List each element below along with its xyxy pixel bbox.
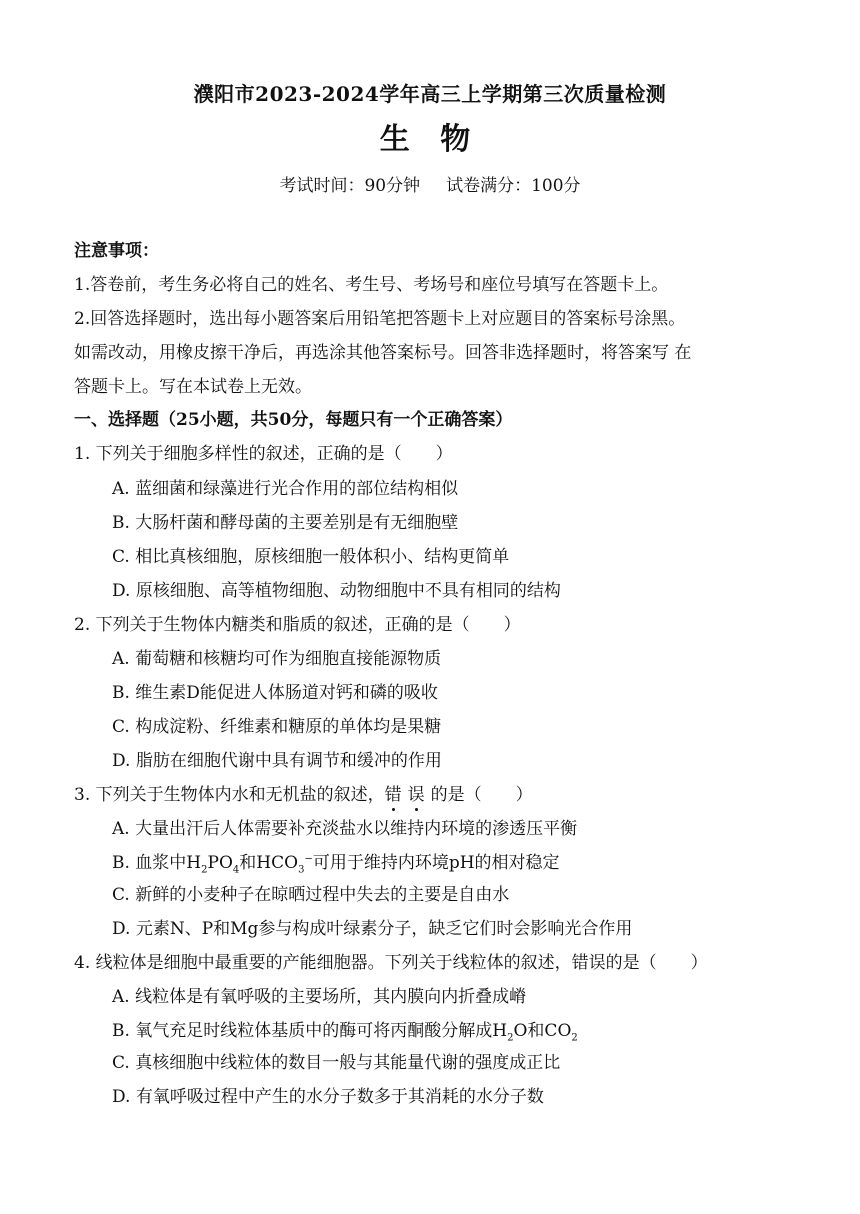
question-4-option-d: D. 有氧呼吸过程中产生的水分子数多于其消耗的水分子数: [112, 1087, 544, 1107]
question-3-option-b: [112, 848, 560, 875]
question-3-option-a: A. 大量出汗后人体需要补充淡盐水以维持内环境的渗透压平衡: [112, 819, 578, 839]
question-2-option-a: A. 葡萄糖和核糖均可作为细胞直接能源物质: [112, 649, 442, 669]
question-2-option-c: C. 构成淀粉、纤维素和糖原的单体均是果糖: [112, 717, 442, 737]
question-4-option-c: C. 真核细胞中线粒体的数目一般与其能量代谢的强度成正比: [112, 1053, 561, 1073]
notice-heading: 注意事项：: [74, 241, 159, 261]
section-heading: 一、选择题（25小题，共50分，每题只有一个正确答案）: [74, 410, 513, 430]
question-4-option-b: [112, 1016, 578, 1043]
q3b-sub-2: 4: [232, 864, 240, 876]
question-3-stem-post: 的是（ ）: [430, 785, 533, 805]
q3b-sup: −: [304, 853, 313, 865]
question-1-option-a: A. 蓝细菌和绿藻进行光合作用的部位结构相似: [112, 479, 459, 499]
subject-title: 生 物: [379, 122, 481, 157]
notice-line-4: 答题卡上。写在本试卷上无效。: [74, 377, 312, 397]
question-2-option-b: B. 维生素D能促进人体肠道对钙和磷的吸收: [112, 683, 438, 703]
q3b-sub-1: 2: [201, 864, 208, 876]
q3b-mid-2: 和HCO: [239, 853, 299, 873]
question-1-option-d: D. 原核细胞、高等植物细胞、动物细胞中不具有相同的结构: [112, 581, 561, 601]
q3b-post: 可用于维持内环境pH的相对稳定: [312, 853, 560, 873]
notice-line-3: 如需改动，用橡皮擦干净后，再选涂其他答案标号。回答非选择题时，将答案写 在: [74, 343, 692, 363]
exam-score: 试卷满分：100分: [446, 176, 581, 196]
question-3-option-c: C. 新鲜的小麦种子在晾晒过程中失去的主要是自由水: [112, 885, 510, 905]
question-2-stem: 2. 下列关于生物体内糖类和脂质的叙述，正确的是（ ）: [74, 615, 521, 635]
question-3-option-d: D. 元素N、P和Mg参与构成叶绿素分子，缺乏它们时会影响光合作用: [112, 919, 633, 939]
question-2-option-d: D. 脂肪在细胞代谢中具有调节和缓冲的作用: [112, 751, 442, 771]
question-4-option-a: A. 线粒体是有氧呼吸的主要场所，其内膜向内折叠成嵴: [112, 987, 527, 1007]
exam-title: 濮阳市2023-2024学年高三上学期第三次质量检测: [193, 82, 667, 106]
question-1-option-b: B. 大肠杆菌和酵母菌的主要差别是有无细胞壁: [112, 513, 459, 533]
question-3-emphasis-1: 错: [384, 785, 402, 805]
q3b-sub-3: 3: [298, 864, 305, 876]
q4b-pre: B. 氧气充足时线粒体基质中的酶可将丙酮酸分解成H: [112, 1021, 508, 1041]
question-4-stem: 4. 线粒体是细胞中最重要的产能细胞器。下列关于线粒体的叙述，错误的是（ ）: [74, 953, 708, 973]
exam-info: [0, 171, 860, 196]
notice-line-1: 1.答卷前，考生务必将自己的姓名、考生号、考场号和座位号填写在答题卡上。: [74, 275, 669, 295]
q3b-pre: B. 血浆中H: [112, 853, 202, 873]
q4b-mid: O和CO: [513, 1021, 572, 1041]
q4b-sub-1: 2: [507, 1032, 514, 1044]
question-1-option-c: C. 相比真核细胞，原核细胞一般体积小、结构更简单: [112, 547, 510, 567]
q3b-mid-1: PO: [207, 853, 233, 873]
question-1-stem: 1. 下列关于细胞多样性的叙述，正确的是（ ）: [74, 444, 453, 464]
question-3-emphasis-2: 误: [407, 785, 425, 805]
exam-time: 考试时间：90分钟: [279, 176, 421, 196]
q4b-sub-2: 2: [571, 1032, 578, 1044]
question-3-stem-pre: 3. 下列关于生物体内水和无机盐的叙述，: [74, 785, 385, 805]
question-3-stem: [74, 780, 533, 805]
notice-line-2: 2.回答选择题时，选出每小题答案后用铅笔把答题卡上对应题目的答案标号涂黑。: [74, 309, 686, 329]
